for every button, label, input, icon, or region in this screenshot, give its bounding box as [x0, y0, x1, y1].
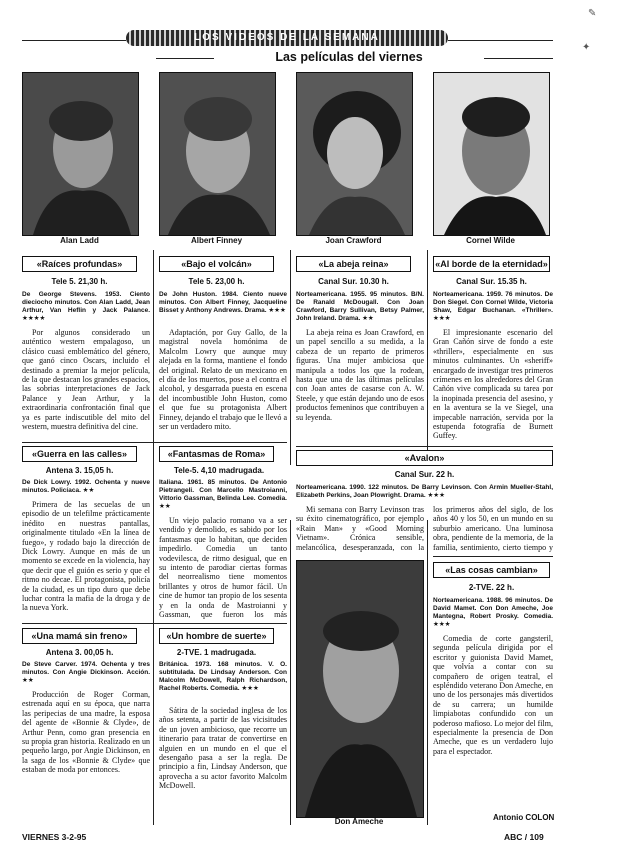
channel-time: Canal Sur. 15.35 h. — [456, 277, 527, 286]
film-title-box: «Avalon» — [296, 450, 553, 466]
film-review: Sátira de la sociedad inglesa de los años setenta, a partir de las vicisitudes de un joven ambicioso, que recorre un itinerario para tratar de convertirse en alguien en un mundo en el que el desengaño pasa a ser la regla. De principio a fin, Lindsay Anderson, que aprovecha a su actor favorito Malcolm McDowell. — [159, 706, 287, 791]
film-credits: Norteamericana. 1988. 96 minutos. De David Mamet. Con Don Ameche, Joe Mantegna, Robert Prosky. Comedia. ★★★ — [433, 597, 553, 628]
film-review: El impresionante escenario del Gran Cañón sirve de fondo a este «thriller», especialmente en sus minutos culminantes. Un «sheriff» encargado de investigar tres primeros crímenes en los alrededores del Gran Cañón vive complicada su tarea por la inopinada presencia del asesino, y en la aventura se la ve Siegel, una impecable narración, servida por la estupenda fotografía de Burnett Guffey. — [433, 328, 553, 441]
film-title-box: «Al borde de la eternidad» — [433, 256, 550, 272]
film-title-box: «Raíces profundas» — [22, 256, 137, 272]
footer-page: ABC / 109 — [504, 832, 544, 842]
film-title-box: «Las cosas cambian» — [433, 562, 550, 578]
channel-time: 2-TVE. 22 h. — [468, 583, 515, 592]
film-credits: De Steve Carver. 1974. Ochenta y tres minutos. Con Angie Dickinson. Acción. ★★ — [22, 661, 150, 684]
film-review: Adaptación, por Guy Gallo, de la magistral novela homónima de Malcolm Lowry que aunque muy alejada en la forma, mantiene el fondo del original. Relato de un mexicano en el día de los muertos, pose a el contra el alcohol, y desgarrada puesta en escena del incombustible John Huston, como el que fue su protagonista Albert Finney, dejando el trabajo que le llevó a ser un verdadero mito. — [159, 328, 287, 432]
photo-caption: Cornel Wilde — [466, 236, 515, 245]
film-review: La abeja reina es Joan Crawford, en un papel sencillo a su medida, a la cabeza de un reparto de primeros figuras. Una mujer ambiciosa que manipula a todos los que la rodean, hasta que una de las últimas películas con Joan antes de casarse con A. W. Steele, y que están dejando uno de esos productos femeninos que contribuyen a su leyenda. — [296, 328, 424, 422]
photo-caption: Albert Finney — [190, 236, 243, 245]
rule — [433, 556, 553, 557]
photo-don-ameche — [296, 560, 424, 818]
portrait-icon — [23, 73, 138, 235]
film-review: Producción de Roger Corman, estrenada aquí en su época, que narra las peripecias de una madre, la esposa del agente de «Bonnie & Clyde», de Arthur Penn, como gran presencia en su propia gran historia. Realizado en un pequeño largo, por Angie Dickinson, en la saga de los «Bonnie & Clyde» que estaban de moda por entonces. — [22, 690, 150, 775]
portrait-icon — [434, 73, 549, 235]
film-title-box: «Guerra en las calles» — [22, 446, 137, 462]
portrait-icon — [160, 73, 275, 235]
channel-time: Canal Sur. 22 h. — [394, 470, 455, 479]
film-review: Un viejo palacio romano va a ser vendido y demolido, es sabido por los fantasmas que lo habitan, que deciden impedirlo. Comedia un tanto vodevilesca, de ritmo desigual, que en su intento de parodiar ciertas formas del neorrealismo tiene momentos brillantes y otros de humor fácil. Un cine de humor tan propio de los sesenta y en la onda de Mastroianni y Gassman, que fueron los más — [159, 516, 287, 620]
channel-time: Canal Sur. 10.30 h. — [318, 277, 389, 286]
channel-time: Antena 3. 15,05 h. — [45, 466, 114, 475]
rule — [448, 40, 553, 41]
rule — [22, 442, 287, 443]
portrait-icon — [297, 561, 423, 817]
film-credits: Norteamericana. 1959. 76 minutos. De Don Siegel. Con Cornel Wilde, Victoria Shaw, Edgar Buchanan. «Thriller». ★★★ — [433, 291, 553, 322]
film-review: Por algunos considerado un auténtico western empalagoso, un clásico cuasi emblemático del género, que ganó cinco Oscars, incluido el destinado a premiar la mejor película, de la que destacan los grandes espacios, las sobrias interpretaciones de Jack Palance y Jean Arthur, y la extraordinaria confrontación final que ya es parte indiscutible del mito del western, muestra definitiva del cine. — [22, 328, 150, 432]
column-rule — [290, 250, 291, 465]
channel-time: Tele-5. 4,10 madrugada. — [173, 466, 265, 475]
film-credits: De John Huston. 1984. Ciento nueve minutos. Con Albert Finney, Jacqueline Bisset y Anthony Andrews. Drama. ★★★ — [159, 291, 287, 314]
photo-alan-ladd — [22, 72, 139, 236]
photo-caption: Alan Ladd — [60, 236, 99, 245]
section-title: LOS VIDEOS DE LA SEMANA — [194, 32, 380, 43]
column-rule — [427, 520, 428, 825]
column-rule — [427, 250, 428, 465]
film-review: Mi semana con Barry Levinson tras su éxito cinematográfico, por ejemplo «Rain Man» y «Good Morning Vietnam». Crónica sensible, melancólica, desesperanzada, con la — [296, 505, 424, 552]
film-credits: De Dick Lowry. 1992. Ochenta y nueve minutos. Policíaca. ★★ — [22, 479, 150, 494]
rule — [22, 40, 126, 41]
channel-time: 2-TVE. 1 madrugada. — [176, 648, 257, 657]
photo-caption: Don Ameche — [334, 817, 384, 826]
film-title-box: «La abeja reina» — [296, 256, 411, 272]
film-title-box: «Una mamá sin freno» — [22, 628, 137, 644]
page-subtitle: Las películas del viernes — [275, 50, 423, 64]
channel-time: Antena 3. 00,05 h. — [45, 648, 114, 657]
rule — [156, 58, 214, 59]
column-rule — [153, 250, 154, 825]
photo-joan-crawford — [296, 72, 413, 236]
author-signature: Antonio COLON — [493, 813, 555, 822]
footer-date: VIERNES 3-2-95 — [22, 832, 87, 842]
film-credits: De George Stevens. 1953. Ciento dieciocho minutos. Con Alan Ladd, Jean Arthur, Van Heflin y Jack Palance. ★★★★ — [22, 291, 150, 322]
rule — [484, 58, 553, 59]
film-review-continued: los primeros años del siglo, de los años 40 y los 50, en un mundo en su suburbio americano. Una luminosa obra, pendiente de la memoria, de la familia, sentimiento, cierto tiempo y — [433, 505, 553, 552]
film-title-box: «Un hombre de suerte» — [159, 628, 274, 644]
photo-albert-finney — [159, 72, 276, 236]
film-credits: Italiana. 1961. 85 minutos. De Antonio Pietrangeli. Con Marcello Mastroianni, Vittorio Gassman, Belinda Lee. Comedia. ★★ — [159, 479, 287, 510]
film-review: Comedia de corte gangsteril, segunda película dirigida por el escritor y guionista David Mamet, que volvía a contar con su compañero de origen teatral, el espléndido veterano Don Ameche, en uno de los personajes más divertidos de su carrera; un humilde limpiabotas confundido con un poderoso mafioso. Lo mejor del film, especialmente la presencia de Don Ameche, que es un verdadero lujo para el espectador. — [433, 634, 553, 756]
corner-mark-icon: ✎ — [588, 8, 597, 19]
rule — [22, 623, 287, 624]
film-credits: Británica. 1973. 168 minutos. V. O. subtitulada. De Lindsay Anderson. Con Malcolm McDowell, Ralph Richardson, Rachel Roberts. Comedia. ★★★ — [159, 661, 287, 692]
channel-time: Tele 5. 21,30 h. — [51, 277, 108, 286]
photo-cornel-wilde — [433, 72, 550, 236]
film-credits: Norteamericana. 1990. 122 minutos. De Barry Levinson. Con Armin Mueller-Stahl, Elizabeth Perkins, Joan Plowright. Drama. ★★★ — [296, 484, 553, 499]
film-title-box: «Bajo el volcán» — [159, 256, 274, 272]
film-title-box: «Fantasmas de Roma» — [159, 446, 274, 462]
portrait-icon — [297, 73, 412, 235]
channel-time: Tele 5. 23,00 h. — [188, 277, 245, 286]
corner-mark-icon: ✦ — [582, 42, 591, 53]
section-header-bar — [126, 30, 448, 46]
photo-caption: Joan Crawford — [325, 236, 382, 245]
film-review: Primera de las secuelas de un episodio de un telefilme prácticamente inédito en nuestras pantallas, originalmente titulado «En la línea de fuego», y rodado bajo la dirección de Dick Lowry. Aunque en más de un momento se excede en la violencia, hay que decir que el guión es serio y que el ritmo no decae. El protagonista, policía de la ciudad, es un tipo duro que debe luchar contra la mafia de la droga y de la nueva York. — [22, 500, 150, 613]
column-rule — [290, 520, 291, 825]
rule — [296, 446, 553, 447]
film-credits: Norteamericana. 1955. 95 minutos. B/N. De Ranald McDougall. Con Joan Crawford, Barry Sullivan, Betsy Palmer, John Ireland. Drama. ★★ — [296, 291, 424, 322]
